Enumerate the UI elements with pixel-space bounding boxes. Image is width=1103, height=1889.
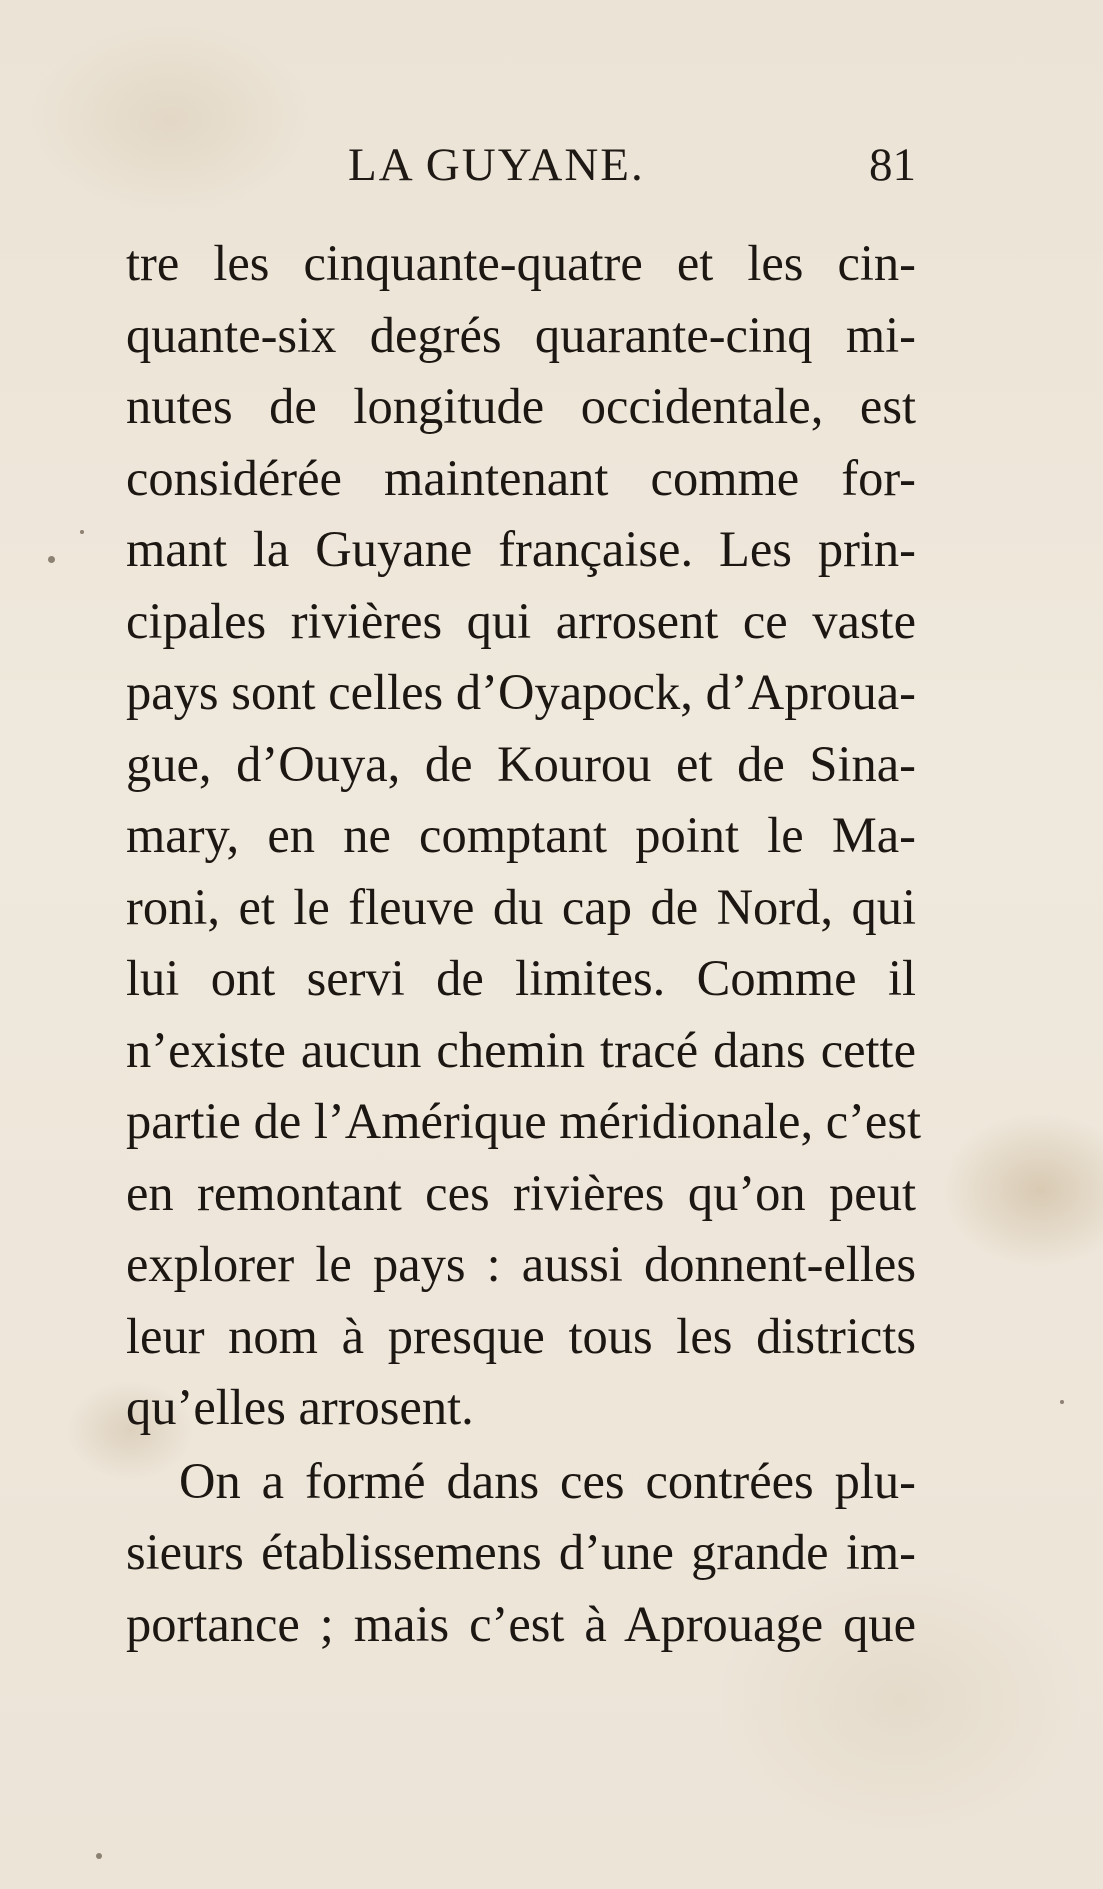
body-text [126, 228, 922, 1660]
text-line: pays sont celles d’Oyapock, d’Aproua- [126, 664, 916, 720]
running-head [126, 138, 916, 198]
page-number: 81 [869, 139, 916, 191]
paper-speck [1060, 1400, 1064, 1404]
text-line: considérée maintenant comme for- [126, 449, 916, 506]
text-line: On a formé dans ces contrées plu- [179, 1452, 916, 1509]
text-line: sieurs établissemens d’une grande im- [126, 1524, 916, 1580]
text-line: roni, et le fleuve du cap de Nord, qui [126, 878, 916, 935]
text-line: partie de l’Amérique méridionale, c’est [126, 1093, 922, 1149]
text-line: en remontant ces rivières qu’on peut [126, 1164, 916, 1221]
text-line: explorer le pays : aussi donnent-elles [126, 1236, 916, 1292]
text-line: leur nom à presque tous les districts [126, 1307, 916, 1364]
text-line: mary, en ne comptant point le Ma- [126, 807, 916, 863]
paper-speck [80, 530, 84, 534]
paper-speck [96, 1853, 102, 1859]
text-line: gue, d’Ouya, de Kourou et de Sina- [126, 735, 916, 792]
text-line: mant la Guyane française. Les prin- [126, 521, 916, 577]
text-line: cipales rivières qui arrosent ce vaste [126, 592, 916, 649]
text-line: tre les cinquante-quatre et les cin- [126, 235, 916, 291]
text-line: quante-six degrés quarante-cinq mi- [126, 306, 916, 363]
text-line: n’existe aucun chemin tracé dans cette [126, 1021, 916, 1078]
running-title: LA GUYANE. [348, 139, 645, 191]
paper-speck [48, 556, 55, 563]
text-line: nutes de longitude occidentale, est [126, 378, 916, 434]
text-line: qu’elles arrosent. [126, 1379, 474, 1435]
text-line: portance ; mais c’est à Aprouage que [126, 1595, 916, 1652]
text-line: lui ont servi de limites. Comme il [126, 950, 916, 1006]
